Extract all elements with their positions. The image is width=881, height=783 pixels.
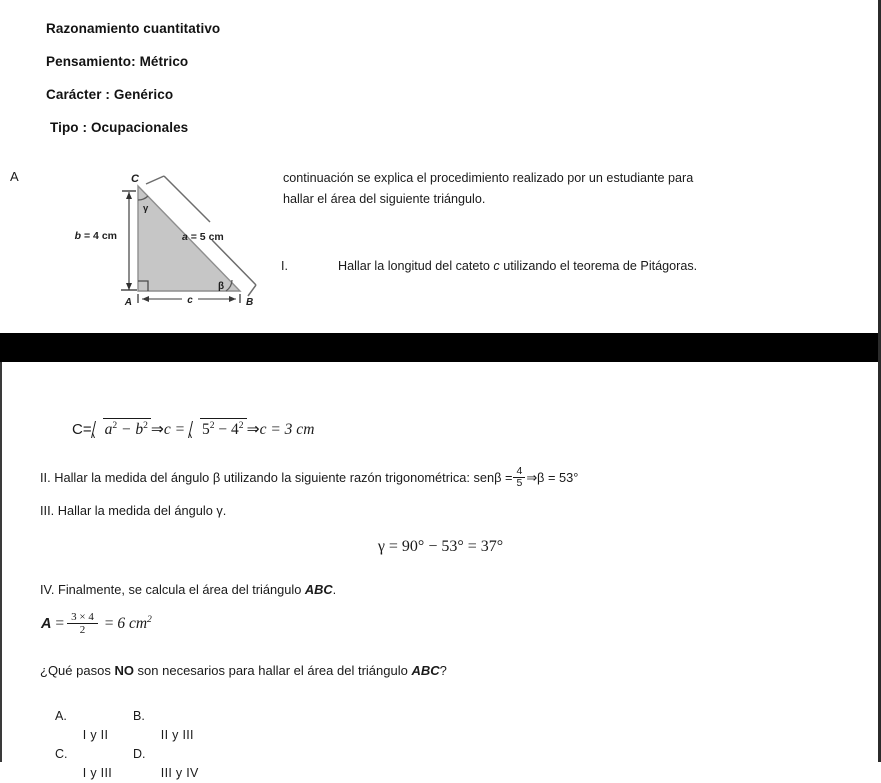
a-pointer-top (146, 176, 164, 184)
vertex-label-b: B (246, 297, 254, 308)
question-text-mid: son necesarios para hallar el área del triángulo (133, 663, 412, 678)
step-four-line (40, 581, 840, 599)
option-row-top (55, 707, 211, 745)
header-block (46, 22, 546, 154)
b-arrow-up (126, 192, 132, 199)
rad2-exp1: 2 (209, 420, 215, 431)
header-pensamiento: Pensamiento: Métrico (46, 54, 189, 69)
option-b-key: B. (133, 709, 145, 723)
a-pointer-bottom (248, 285, 256, 296)
intro-text-last: hallar el área del siguiente triángulo. (283, 192, 486, 206)
area-fraction-numerator: 3 × 4 (71, 611, 94, 623)
area-equals: = (55, 615, 65, 633)
side-label-a: a = 5 cm (182, 231, 224, 243)
area-equals-two: = (104, 615, 114, 633)
area-value (117, 615, 152, 632)
vertex-label-a: A (124, 297, 132, 308)
sine-fraction-numerator: 4 (516, 465, 523, 477)
step-one-variable: c (493, 259, 500, 273)
radical-two (189, 418, 247, 439)
formula-arrow-two: ⇒ (246, 421, 260, 439)
step-three-line: III. Hallar la medida del ángulo γ. (40, 503, 227, 518)
option-a[interactable] (55, 707, 133, 745)
question-line (40, 662, 840, 680)
formula-lead: C= (72, 421, 92, 439)
rad1-base1: a (104, 421, 113, 439)
rad2-minus: − (218, 421, 228, 439)
question-text-pre: ¿Qué pasos (40, 663, 115, 678)
pythagoras-formula (72, 418, 314, 439)
radicand-two (200, 418, 247, 439)
formula-arrow-one: ⇒ (150, 421, 164, 439)
area-number: 6 (117, 615, 129, 633)
c-arrow-right (229, 296, 236, 302)
answer-options (55, 707, 211, 783)
intro-paragraph (283, 168, 825, 210)
sine-fraction (513, 466, 525, 489)
rad2-base2: 4 (231, 421, 239, 439)
area-unit: cm (128, 615, 148, 633)
header-tipo: Tipo : Ocupacionales (50, 120, 189, 135)
step-two-line (40, 467, 840, 490)
orphan-letter-a: A (10, 169, 19, 184)
step-four-text-post: . (332, 582, 337, 597)
rad1-exp1: 2 (112, 420, 118, 431)
page-left-edge (0, 362, 2, 762)
gamma-equation: γ = 90° − 53° = 37° (377, 538, 504, 555)
step-one-line (281, 257, 841, 275)
area-variable: A (41, 616, 52, 633)
formula-tail: c = 3 cm (259, 421, 315, 439)
question-negation: NO (114, 663, 134, 678)
area-fraction-denominator: 2 (67, 623, 98, 636)
rad1-minus: − (121, 421, 132, 439)
step-one-text-pre: Hallar la longitud del cateto (338, 259, 494, 273)
b-arrow-down (126, 283, 132, 290)
vertex-label-c: C (131, 173, 139, 185)
area-unit-exponent: 2 (147, 614, 152, 625)
header-title-razonamiento: Razonamiento cuantitativo (46, 21, 221, 36)
black-separator-band (0, 333, 881, 362)
option-row-bottom (55, 745, 211, 783)
c-arrow-left (142, 296, 149, 302)
step-one-text-post: utilizando el teorema de Pitágoras. (499, 259, 698, 273)
step-four-text-pre: IV. Finalmente, se calcula el área del triángulo (40, 582, 305, 597)
header-caracter: Carácter : Genérico (46, 87, 174, 102)
option-c-key: C. (55, 747, 68, 761)
step-four-triangle-label: ABC (304, 582, 333, 597)
radicand-one (103, 418, 151, 439)
rad1-base2: b (135, 421, 144, 439)
rad1-exp2: 2 (143, 420, 148, 431)
area-fraction (67, 611, 98, 636)
option-d-key: D. (133, 747, 146, 761)
triangle-figure (60, 170, 270, 310)
option-a-value: I y II (82, 728, 109, 742)
rad2-exp2: 2 (238, 420, 244, 431)
step-two-text: II. Hallar la medida del ángulo β utilizando la siguiente razón trigonométrica: senβ = (40, 469, 513, 485)
option-d[interactable] (133, 745, 211, 783)
step-one-number: I. (281, 259, 288, 273)
triangle-diagram-svg (60, 170, 270, 310)
option-a-key: A. (55, 709, 67, 723)
side-label-b: b = 4 cm (74, 230, 117, 242)
a-leader-upper (164, 176, 210, 222)
sine-fraction-denominator: 5 (513, 477, 525, 489)
area-equation (41, 612, 152, 637)
formula-mid: c = (163, 421, 186, 439)
rad2-base1: 5 (202, 421, 210, 439)
radical-one (92, 418, 151, 439)
step-two-result: ⇒β = 53° (526, 469, 579, 485)
question-text-post: ? (439, 663, 447, 678)
option-c-value: I y III (82, 766, 112, 780)
intro-text-main: continuación se explica el procedimiento realizado por un estudiante para (283, 171, 694, 185)
option-c[interactable] (55, 745, 133, 783)
option-b[interactable] (133, 707, 211, 745)
question-triangle-label: ABC (411, 663, 440, 678)
side-label-c: c (187, 295, 193, 306)
option-d-value: III y IV (160, 766, 199, 780)
angle-label-beta: β (218, 281, 225, 292)
angle-label-gamma: γ (143, 203, 149, 214)
option-b-value: II y III (160, 728, 194, 742)
